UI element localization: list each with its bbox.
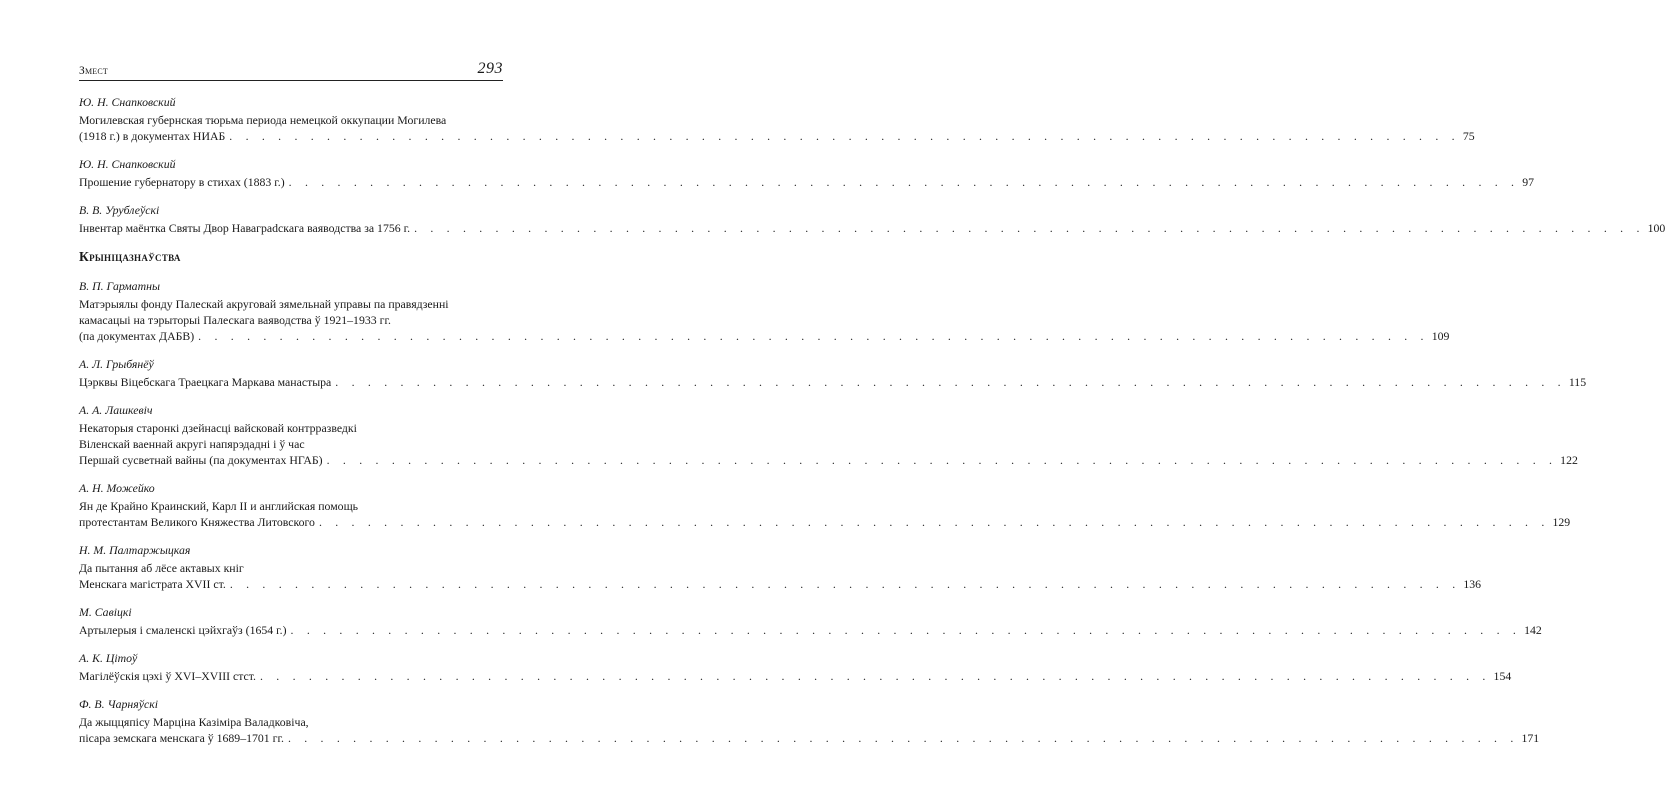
entry-last-line bbox=[79, 128, 1475, 144]
entry-title-line: Ян де Крайно Краинский, Карл II и английская помощь bbox=[79, 499, 359, 513]
entry-page-number: 129 bbox=[1552, 515, 1571, 529]
entry-last-line bbox=[79, 174, 1534, 190]
entry-title-line: Цэрквы Віцебскага Траецкага Маркава манастыра bbox=[79, 375, 332, 389]
entry-last-line bbox=[79, 374, 1587, 390]
entry-title-line: Інвентар маёнтка Святы Двор Навагрadскага ваяводства за 1756 г. bbox=[79, 221, 411, 235]
dot-leader: . . . . . . . . . . . . . . . . . . . . . . . . . . . . . . . . . . . . . . . . . . . . . . . . . . . . . . . . . . . . . . . . . . . . . . . . . . . . bbox=[414, 221, 1645, 235]
entry-author: В. П. Гарматны bbox=[79, 279, 160, 293]
toc-entry bbox=[79, 402, 1578, 468]
entry-title-line: Матэрыялы фонду Палескай акруговай зямельнай управы па правядзенні bbox=[79, 297, 449, 311]
entry-title-line: пісара земскага менскага ў 1689–1701 гг. bbox=[79, 731, 284, 745]
entry-page-number: 100 bbox=[1647, 221, 1665, 235]
entry-page-number: 122 bbox=[1560, 453, 1578, 467]
entry-title-line: Першай сусветнай вайны (па документах НГАБ) bbox=[79, 453, 323, 467]
dot-leader: . . . . . . . . . . . . . . . . . . . . . . . . . . . . . . . . . . . . . . . . . . . . . . . . . . . . . . . . . . . . . . . . . . . . . . . . . . . . bbox=[260, 669, 1491, 683]
toc-entry bbox=[79, 156, 1534, 190]
entry-title-line: Прошение губернатору в стихах (1883 г.) bbox=[79, 175, 285, 189]
toc-entry bbox=[79, 650, 1512, 684]
running-head: Змест bbox=[79, 65, 108, 77]
entry-title-line: Да жыццяпісу Марціна Казіміра Валадковіча, bbox=[79, 715, 309, 729]
entry-author: Ю. Н. Снапковский bbox=[79, 157, 176, 171]
dot-leader: . . . . . . . . . . . . . . . . . . . . . . . . . . . . . . . . . . . . . . . . . . . . . . . . . . . . . . . . . . . . . . . . . . . . . . . . . . . . bbox=[318, 515, 1550, 529]
entry-title-line: Віленскай ваеннай акругі напярэдадні і ў час bbox=[79, 437, 305, 451]
entry-title-line: Магілёўскія цэхі ў XVI–XVIII стст. bbox=[79, 669, 256, 683]
entry-page-number: 97 bbox=[1522, 175, 1534, 189]
entry-page-number: 154 bbox=[1493, 669, 1512, 683]
table-of-contents bbox=[79, 94, 1665, 758]
entry-last-line bbox=[79, 328, 1450, 344]
entry-page-number: 115 bbox=[1568, 375, 1587, 389]
entry-author: А. А. Лашкевіч bbox=[79, 403, 153, 417]
toc-entry bbox=[79, 604, 1542, 638]
entry-author: А. Н. Можейко bbox=[79, 481, 155, 495]
toc-entry bbox=[79, 542, 1482, 592]
toc-group-after bbox=[79, 278, 1587, 746]
entry-title-line: Менскага магістрата XVII ст. bbox=[79, 577, 226, 591]
dot-leader: . . . . . . . . . . . . . . . . . . . . . . . . . . . . . . . . . . . . . . . . . . . . . . . . . . . . . . . . . . . . . . . . . . . . . . . . . . . . bbox=[229, 129, 1460, 143]
entry-page-number: 109 bbox=[1431, 329, 1450, 343]
page-header bbox=[79, 58, 503, 81]
entry-last-line bbox=[79, 220, 1665, 236]
entry-last-line bbox=[79, 452, 1578, 468]
toc-entry bbox=[79, 696, 1540, 746]
entry-last-line bbox=[79, 668, 1512, 684]
entry-author: А. К. Цітоў bbox=[79, 651, 138, 665]
entry-author: Ф. В. Чарняўскі bbox=[79, 697, 159, 711]
toc-group-before bbox=[79, 94, 1665, 236]
entry-title-line: (па документах ДАБВ) bbox=[79, 329, 195, 343]
entry-last-line bbox=[79, 730, 1540, 746]
dot-leader: . . . . . . . . . . . . . . . . . . . . . . . . . . . . . . . . . . . . . . . . . . . . . . . . . . . . . . . . . . . . . . . . . . . . . . . . . . . . bbox=[287, 731, 1519, 745]
entry-last-line bbox=[79, 622, 1542, 638]
dot-leader: . . . . . . . . . . . . . . . . . . . . . . . . . . . . . . . . . . . . . . . . . . . . . . . . . . . . . . . . . . . . . . . . . . . . . . . . . . . . bbox=[288, 175, 1520, 189]
toc-entry bbox=[79, 356, 1587, 390]
toc-entry bbox=[79, 94, 1475, 144]
entry-page-number: 136 bbox=[1463, 577, 1482, 591]
entry-page-number: 142 bbox=[1524, 623, 1542, 637]
entry-author: В. В. Урублеўскі bbox=[79, 203, 160, 217]
entry-title-line: Могилевская губернская тюрьма периода немецкой оккупации Могилева bbox=[79, 113, 447, 127]
entry-author: А. Л. Грыбянёў bbox=[79, 357, 154, 371]
entry-page-number: 75 bbox=[1462, 129, 1475, 143]
dot-leader: . . . . . . . . . . . . . . . . . . . . . . . . . . . . . . . . . . . . . . . . . . . . . . . . . . . . . . . . . . . . . . . . . . . . . . . . . . . . bbox=[335, 375, 1566, 389]
dot-leader: . . . . . . . . . . . . . . . . . . . . . . . . . . . . . . . . . . . . . . . . . . . . . . . . . . . . . . . . . . . . . . . . . . . . . . . . . . . . bbox=[198, 329, 1429, 343]
entry-author: Ю. Н. Снапковский bbox=[79, 95, 176, 109]
dot-leader: . . . . . . . . . . . . . . . . . . . . . . . . . . . . . . . . . . . . . . . . . . . . . . . . . . . . . . . . . . . . . . . . . . . . . . . . . . . . bbox=[290, 623, 1522, 637]
entry-last-line bbox=[79, 514, 1571, 530]
entry-title-line: протестантам Великого Княжества Литовского bbox=[79, 515, 315, 529]
section-heading: Крыніцазнаўства bbox=[79, 249, 181, 264]
entry-page-number: 171 bbox=[1521, 731, 1540, 745]
entry-author: М. Савіцкі bbox=[79, 605, 132, 619]
entry-title-line: (1918 г.) в документах НИАБ bbox=[79, 129, 226, 143]
dot-leader: . . . . . . . . . . . . . . . . . . . . . . . . . . . . . . . . . . . . . . . . . . . . . . . . . . . . . . . . . . . . . . . . . . . . . . . . . . . . bbox=[229, 577, 1461, 591]
toc-entry bbox=[79, 202, 1665, 236]
entry-title-line: камасацыі на тэрыторыі Палескага ваяводства ў 1921–1933 гг. bbox=[79, 313, 391, 327]
entry-title-line: Да пытання аб лёсе актавых кніг bbox=[79, 561, 244, 575]
entry-last-line bbox=[79, 576, 1482, 592]
entry-title-line: Артылерыя і смаленскі цэйхгаўз (1654 г.) bbox=[79, 623, 287, 637]
toc-entry bbox=[79, 480, 1571, 530]
entry-title-line: Некаторыя старонкі дзейнасці вайсковай контрразведкі bbox=[79, 421, 357, 435]
entry-author: Н. М. Палтаржыцкая bbox=[79, 543, 191, 557]
page-number: 293 bbox=[477, 60, 503, 77]
toc-entry bbox=[79, 278, 1450, 344]
dot-leader: . . . . . . . . . . . . . . . . . . . . . . . . . . . . . . . . . . . . . . . . . . . . . . . . . . . . . . . . . . . . . . . . . . . . . . . . . . . . bbox=[326, 453, 1558, 467]
